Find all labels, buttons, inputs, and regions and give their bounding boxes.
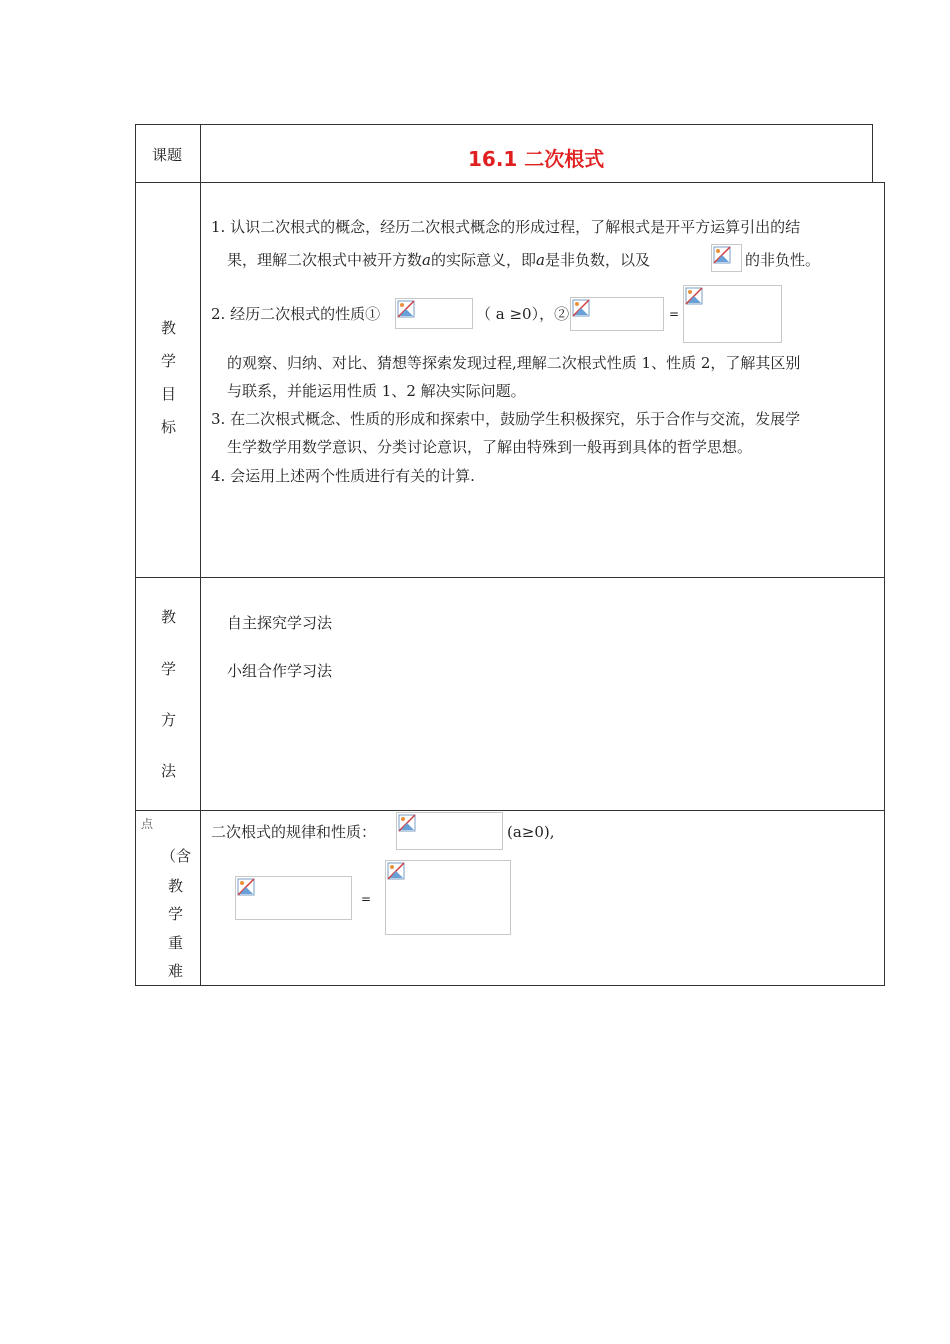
broken-image-icon [713,246,731,264]
key-points-line-1: 二次根式的规律和性质： [211,823,377,841]
formula-image-key-property-1 [396,812,503,850]
key-points-label-char: 点 [141,817,154,831]
table-top-border [135,124,873,125]
key-points-label-char: （含 [161,847,192,865]
key-points-label-char: 学 [168,905,184,923]
key-points-condition: (a≥0), [507,823,555,841]
formula-image-sqrt-a [711,244,742,272]
broken-image-icon [572,299,590,317]
objectives-label-char: 学 [161,352,177,370]
broken-image-icon [685,287,703,305]
formula-image-key-property-2-left [235,876,352,920]
objective-4: 4. 会运用上述两个性质进行有关的计算. [211,467,475,485]
methods-label-char: 法 [161,762,177,780]
objective-1-line-1: 1. 认识二次根式的概念，经历二次根式概念的形成过程，了解根式是开平方运算引出的结 [211,218,801,236]
objective-2-condition: （ a ≥0），② [476,305,570,323]
objective-1-line-2-end: 的非负性。 [745,251,821,269]
objective-2-line-3: 与联系，并能运用性质 1、2 解决实际问题。 [227,382,526,400]
methods-bottom-border [135,810,885,811]
formula-image-key-property-2-right [385,860,511,935]
objective-2-prefix: 2. 经历二次根式的性质① [211,305,381,323]
header-bottom-border [135,182,885,183]
objective-2-line-2: 的观察、归纳、对比、猜想等探索发现过程,理解二次根式性质 1、性质 2，了解其区别 [227,354,801,372]
objective-3-line-1: 3. 在二次根式概念、性质的形成和探索中，鼓励学生积极探究，乐于合作与交流，发展学 [211,410,801,428]
formula-image-property-2-left [570,297,664,331]
header-right-border [872,124,873,183]
broken-image-icon [398,814,416,832]
objectives-label-char: 教 [161,319,177,337]
objectives-label-char: 目 [161,385,177,403]
methods-label-char: 学 [161,660,177,678]
broken-image-icon [387,862,405,880]
page-title: 16.1 二次根式 [468,147,605,171]
key-points-label-char: 重 [168,934,184,952]
key-points-equals: = [361,892,372,906]
broken-image-icon [397,300,415,318]
objective-2-equals: = [669,307,680,321]
formula-image-property-1 [395,298,473,329]
table-right-border [884,182,885,986]
table-bottom-border [135,985,885,986]
methods-label-char: 教 [161,608,177,626]
objectives-label-char: 标 [161,418,177,436]
formula-image-property-2-right [683,285,782,343]
broken-image-icon [237,878,255,896]
key-points-label-char: 教 [168,877,184,895]
column-divider [200,124,201,986]
objective-1-line-2: 果，理解二次根式中被开方数a的实际意义，即a是非负数，以及 [227,251,650,269]
key-points-label-char: 难 [168,962,184,980]
topic-label: 课题 [152,146,183,164]
objective-3-line-2: 生学数学用数学意识、分类讨论意识，了解由特殊到一般再到具体的哲学思想。 [227,438,753,456]
methods-label-char: 方 [161,711,177,729]
table-left-border [135,124,136,986]
objectives-bottom-border [135,577,885,578]
method-item: 小组合作学习法 [227,662,333,680]
method-item: 自主探究学习法 [227,614,333,632]
